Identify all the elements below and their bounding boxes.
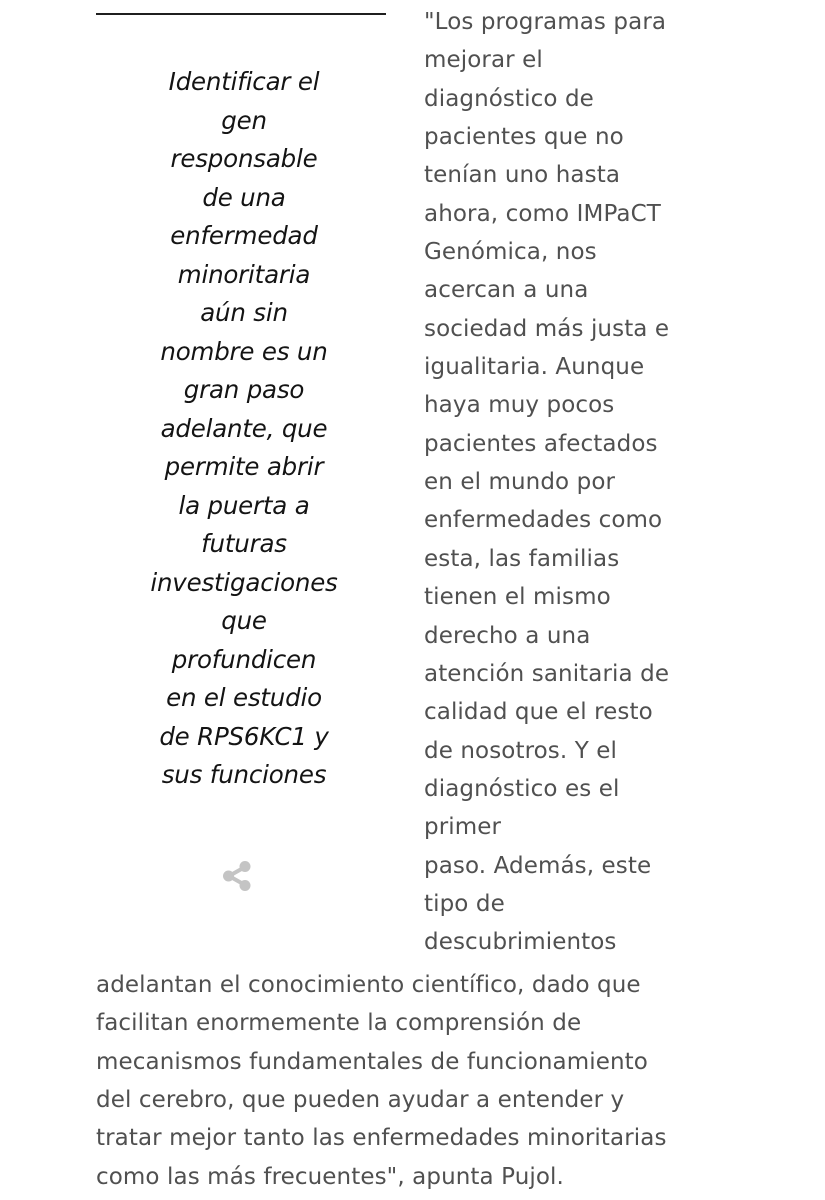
article-line: adelantan el conocimiento científico, dado que bbox=[96, 972, 641, 998]
pullquote-line: profundicen bbox=[171, 644, 317, 674]
article-paragraph-column bbox=[424, 3, 814, 962]
article-line: Genómica, nos bbox=[424, 239, 597, 266]
article-line: tenían uno hasta bbox=[424, 162, 621, 189]
article-line: descubrimientos bbox=[424, 929, 617, 956]
article-line: sociedad más justa e bbox=[424, 315, 670, 342]
article-line: pacientes afectados bbox=[424, 430, 658, 457]
article-line: esta, las familias bbox=[424, 545, 620, 572]
article-line: "Los programas para bbox=[424, 9, 667, 35]
pullquote-line: gran paso bbox=[183, 375, 305, 404]
pullquote bbox=[140, 63, 348, 795]
article-line: haya muy pocos bbox=[424, 392, 615, 419]
pullquote-line: permite abrir bbox=[164, 452, 324, 481]
article-line: derecho a una bbox=[424, 622, 591, 649]
pullquote-line: responsable bbox=[170, 144, 318, 173]
article-line: tienen el mismo bbox=[424, 584, 611, 611]
article-line: en el mundo por bbox=[424, 469, 616, 496]
article-line: paso. Además, este bbox=[424, 852, 652, 879]
article-line: diagnóstico es el bbox=[424, 775, 620, 802]
article-line: como las más frecuentes", apunta Pujol. bbox=[96, 1163, 564, 1190]
article-line: primer bbox=[424, 814, 502, 841]
pullquote-line: que bbox=[221, 606, 267, 635]
article-paragraph-full bbox=[96, 966, 806, 1196]
pullquote-line: Identificar el bbox=[168, 67, 320, 96]
pullquote-line: la puerta a bbox=[178, 490, 310, 520]
article-line: enfermedades como bbox=[424, 507, 663, 534]
article-line: ahora, como IMPaCT bbox=[424, 200, 661, 227]
pullquote-top-rule bbox=[96, 13, 386, 15]
pullquote-line: gen bbox=[221, 105, 267, 135]
article-line: mejorar el bbox=[424, 47, 543, 74]
article-line: de nosotros. Y el bbox=[424, 737, 618, 764]
article-line: del cerebro, que pueden ayudar a entender y bbox=[96, 1087, 625, 1114]
pullquote-line: de una bbox=[202, 182, 286, 212]
share-icon bbox=[219, 858, 255, 894]
article-line: diagnóstico de bbox=[424, 85, 594, 112]
pullquote-line: investigaciones bbox=[150, 567, 338, 597]
pullquote-line: adelante, que bbox=[160, 413, 328, 443]
article-line: tipo de bbox=[424, 890, 505, 917]
article-line: igualitaria. Aunque bbox=[424, 354, 645, 381]
article-line: atención sanitaria de bbox=[424, 660, 670, 687]
pullquote-line: futuras bbox=[201, 529, 287, 558]
pullquote-line: minoritaria bbox=[177, 259, 311, 289]
pullquote-line: de RPS6KC1 y bbox=[159, 721, 329, 751]
article-line: mecanismos fundamentales de funcionamiento bbox=[96, 1048, 648, 1075]
share-button[interactable] bbox=[219, 858, 255, 894]
article-line: acercan a una bbox=[424, 277, 589, 304]
pullquote-line: en el estudio bbox=[166, 683, 322, 712]
article-line: calidad que el resto bbox=[424, 699, 653, 726]
pullquote-line: enfermedad bbox=[170, 221, 318, 250]
pullquote-line: sus funciones bbox=[161, 760, 327, 789]
pullquote-line: aún sin bbox=[200, 298, 288, 327]
article-line: tratar mejor tanto las enfermedades minoritarias bbox=[96, 1125, 667, 1152]
article-line: facilitan enormemente la comprensión de bbox=[96, 1010, 582, 1037]
article-line: pacientes que no bbox=[424, 124, 624, 151]
pullquote-line: nombre es un bbox=[160, 336, 328, 366]
